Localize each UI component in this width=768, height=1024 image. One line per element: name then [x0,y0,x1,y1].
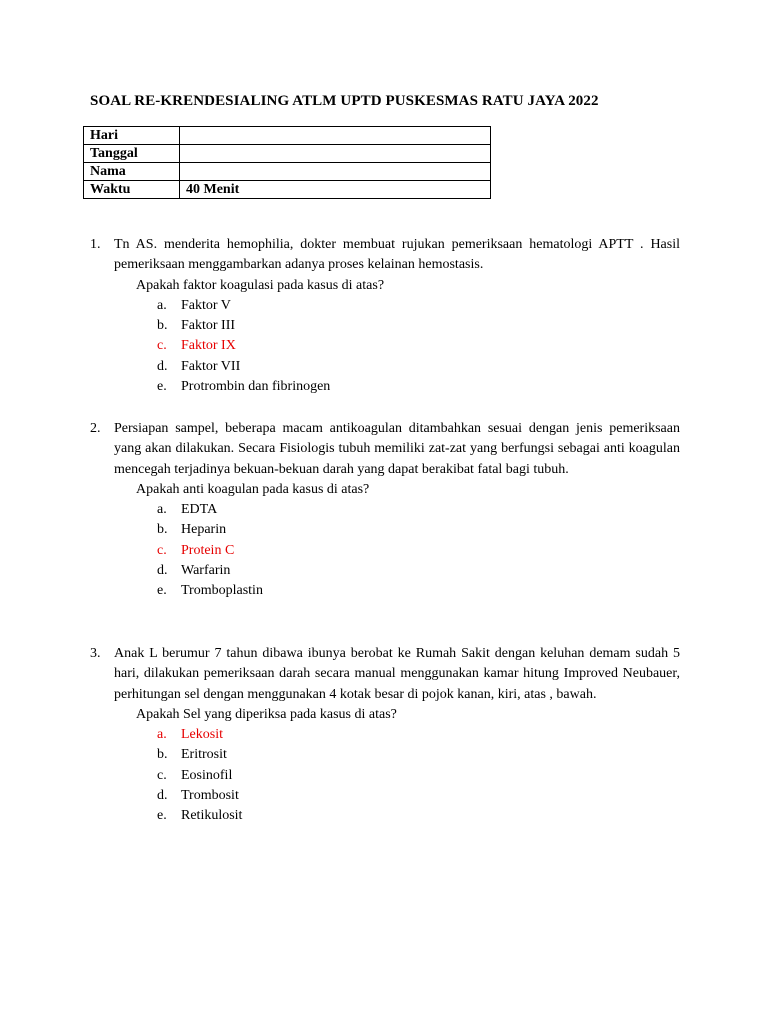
option-text: Faktor III [181,318,236,334]
option-c[interactable] [90,336,680,356]
option-letter: e. [157,808,167,824]
info-row-tanggal [84,145,491,163]
option-text: Protein C [181,542,235,558]
option-letter: d. [157,358,168,374]
option-a[interactable] [90,725,680,745]
option-letter: a. [157,297,167,313]
option-text: Faktor IX [181,338,236,354]
question-stem: Tn AS. menderita hemophilia, dokter membuat rujukan pemeriksaan hematologi APTT . Hasil pemeriksaan menggambarkan adanya proses kelainan hemostasis. [114,237,680,273]
document-title: SOAL RE-KRENDESIALING ATLM UPTD PUSKESMAS RATU JAYA 2022 [90,93,599,109]
option-text: Faktor VII [181,358,241,374]
option-text: Lekosit [181,727,223,743]
option-text: Retikulosit [181,808,243,824]
option-b[interactable] [90,745,680,765]
info-label: Tanggal [84,145,180,163]
info-row-nama [84,163,491,181]
option-c[interactable] [90,541,680,561]
option-d[interactable] [90,561,680,581]
question-prompt: Apakah faktor koagulasi pada kasus di atas? [136,277,385,293]
option-letter: b. [157,522,168,538]
option-list [90,725,680,826]
option-letter: c. [157,338,167,354]
option-e[interactable] [90,581,680,601]
option-a[interactable] [90,296,680,316]
option-b[interactable] [90,316,680,336]
option-d[interactable] [90,357,680,377]
option-b[interactable] [90,520,680,540]
info-label: Waktu [84,181,180,199]
question-number: 2. [90,421,101,436]
option-letter: a. [157,502,167,518]
question-prompt: Apakah Sel yang diperiksa pada kasus di atas? [136,706,397,722]
option-e[interactable] [90,377,680,397]
option-text: Eosinofil [181,767,233,783]
option-c[interactable] [90,766,680,786]
question-2 [90,419,680,602]
info-value-field[interactable] [180,145,491,163]
option-text: Warfarin [181,563,231,579]
option-letter: e. [157,379,167,395]
option-list [90,500,680,601]
option-letter: a. [157,727,167,743]
question-prompt: Apakah anti koagulan pada kasus di atas? [136,481,370,497]
option-letter: d. [157,563,168,579]
option-text: Eritrosit [181,747,227,763]
option-text: Protrombin dan fibrinogen [181,379,331,395]
option-text: EDTA [181,502,218,518]
info-label: Nama [84,163,180,181]
question-stem: Persiapan sampel, beberapa macam antikoagulan ditambahkan sesuai dengan jenis pemeriksaan yang akan dilakukan. Secara Fisiologis tubuh memiliki zat-zat yang berfungsi sebagai anti koagulan mencegah terjadinya bekuan-bekuan darah yang dapat berakibat fatal bagi tubuh. [114,421,680,477]
question-1 [90,235,680,397]
option-letter: d. [157,788,168,804]
option-a[interactable] [90,500,680,520]
question-number: 3. [90,646,101,661]
option-letter: b. [157,747,168,763]
info-value-field[interactable] [180,163,491,181]
info-value-field[interactable]: 40 Menit [180,181,491,199]
option-text: Tromboplastin [181,583,263,599]
option-text: Heparin [181,522,227,538]
option-letter: c. [157,542,167,558]
info-row-waktu [84,181,491,199]
option-letter: e. [157,583,167,599]
info-value-field[interactable] [180,127,491,145]
option-letter: b. [157,318,168,334]
info-label: Hari [84,127,180,145]
option-text: Faktor V [181,297,231,313]
option-e[interactable] [90,806,680,826]
question-stem: Anak L berumur 7 tahun dibawa ibunya berobat ke Rumah Sakit dengan keluhan demam sudah 5 hari, dilakukan pemeriksaan darah secara manual menggunakan kamar hitung Improved Neubauer, perhitungan sel dengan menggunakan 4 kotak besar di pojok kanan, kiri, atas , bawah. [114,646,680,702]
option-letter: c. [157,767,167,783]
option-list [90,296,680,397]
info-table [83,126,491,199]
option-d[interactable] [90,786,680,806]
info-row-hari [84,127,491,145]
question-number: 1. [90,237,101,252]
option-text: Trombosit [181,788,239,804]
question-3 [90,644,680,827]
